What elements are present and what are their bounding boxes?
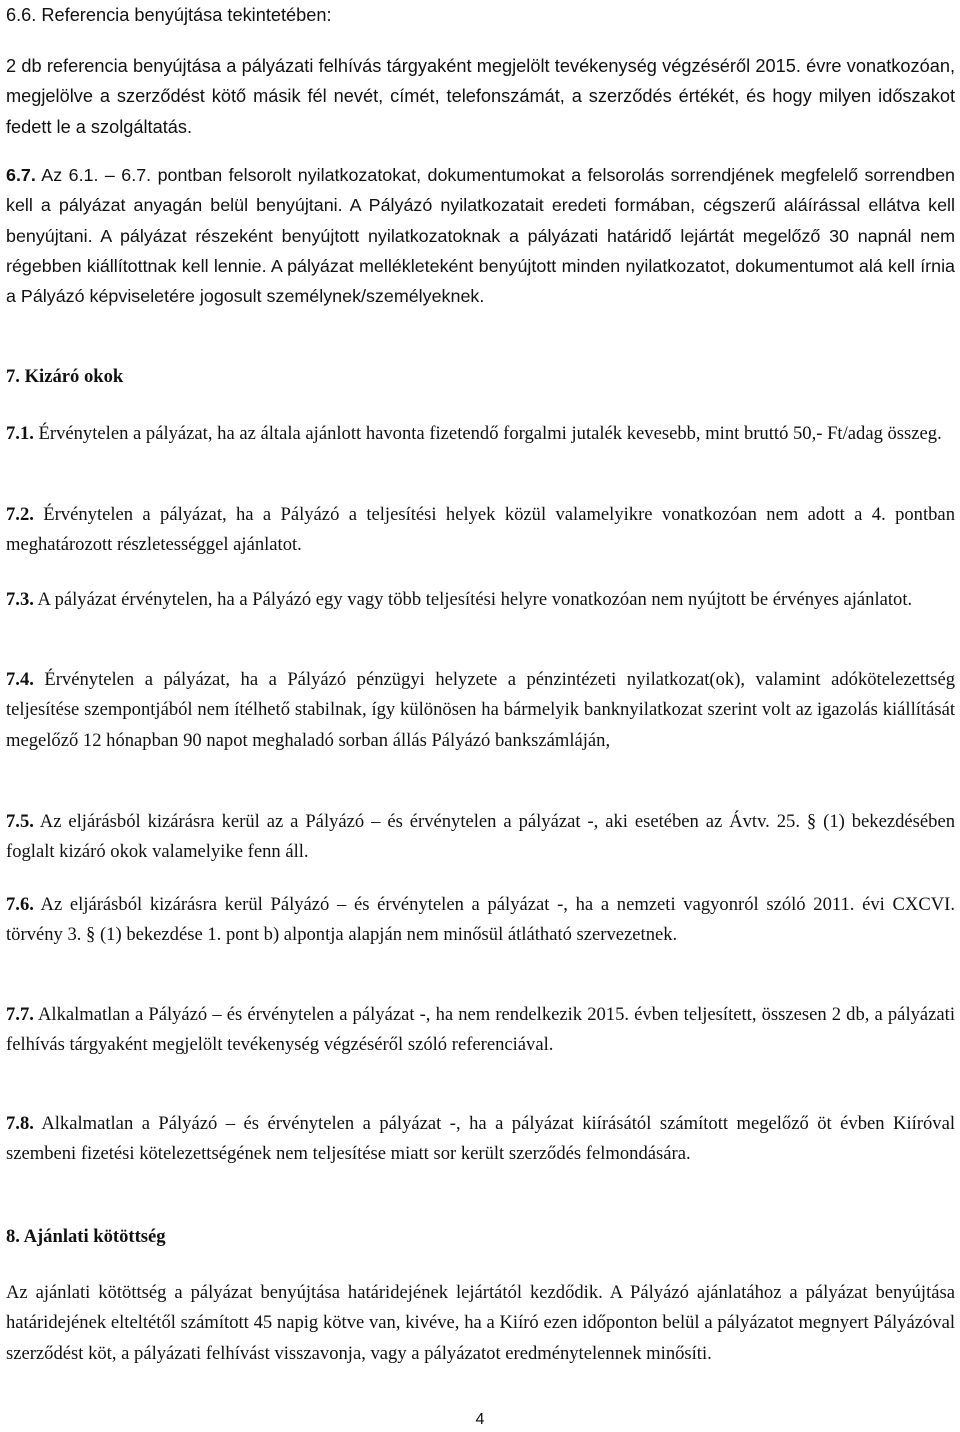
section-6-7-text: Az 6.1. – 6.7. pontban felsorolt nyilatkozatokat, dokumentumokat a felsorolás sorrendjének megfelelő sorrendben kell a pályázat anyagán belül benyújtani. <box>6 165 955 216</box>
item-text: Az eljárásból kizárásra kerül az a Pályázó – és érvénytelen a pályázat -, aki esetében az Ávtv. 25. § (1) bekezdésében foglalt kizáró okok valamelyike fenn áll. <box>6 811 955 863</box>
page-number: 4 <box>475 1411 485 1428</box>
section-8-heading: 8. Ajánlati kötöttség <box>6 1226 166 1247</box>
section-6-7-text-2: A Pályázó nyilatkozatait eredeti formában, cégszerű aláírással ellátva kell benyújtani. A pályázat részeként benyújtott nyilatkozatoknak a pályázati határidő lejártát megelőző 30 napnál nem régebben kiállítottnak kell lennie. A pályázat mellékleteként benyújtott minden nyilatkozatot, dokumentumot alá kell írnia a Pályázó képviseletére jogosult személynek/személyeknek. <box>6 195 955 307</box>
item-number: 7.8. <box>6 1113 34 1134</box>
item-number: 7.7. <box>6 1004 34 1025</box>
item-7-8 <box>6 1109 955 1170</box>
item-7-4 <box>6 665 955 756</box>
section-6-6-heading: 6.6. Referencia benyújtása tekintetében: <box>6 5 332 25</box>
section-6-7-paragraph <box>6 160 955 311</box>
item-text: Érvénytelen a pályázat, ha a Pályázó pénzügyi helyzete a pénzintézeti nyilatkozat(ok), valamint adókötelezettség teljesítése szempontjából nem ítélhető stabilnak, így különösen ha bármelyik banknyilatkozat szerint volt az igazolás kiállítását megelőző 12 hónapban 90 napot meghaladó sorban állás Pályázó bankszámláján, <box>6 669 955 751</box>
section-7-heading: 7. Kizáró okok <box>6 366 124 387</box>
item-7-2 <box>6 500 955 561</box>
item-text: Érvénytelen a pályázat, ha az általa ajánlott havonta fizetendő forgalmi jutalék kevesebb, mint bruttó 50,- Ft/adag összeg. <box>33 423 942 444</box>
item-number: 7.4. <box>6 669 34 690</box>
item-number: 7.3. <box>6 589 34 610</box>
section-6-6-body: 2 db referencia benyújtása a pályázati felhívás tárgyaként megjelölt tevékenység végzéséről 2015. évre vonatkozóan, megjelölve a szerződést kötő másik fél nevét, címét, telefonszámát, a szerződés értékét, és hogy milyen időszakot fedett le a szolgáltatás. <box>6 56 955 137</box>
item-7-3 <box>6 585 955 615</box>
item-text: Alkalmatlan a Pályázó – és érvénytelen a pályázat -, ha nem rendelkezik 2015. évben teljesített, összesen 2 db, a pályázati felhívás tárgyaként megjelölt tevékenység végzéséről szóló referenciával. <box>6 1004 955 1056</box>
section-6-7-number: 6.7. <box>6 165 36 185</box>
section-8-body: Az ajánlati kötöttség a pályázat benyújtása határidejének lejártától kezdődik. A Pályázó ajánlatához a pályázat benyújtása határidejének elteltétől számított 45 napig kötve van, kivéve, ha a Kiíró ezen időponton belül a pályázatot megnyert Pályázóval szerződést köt, a pályázati felhívást visszavonja, vagy a pályázatot eredménytelennek minősíti. <box>6 1282 955 1364</box>
item-number: 7.1. <box>6 423 34 444</box>
item-7-7 <box>6 1000 955 1061</box>
item-number: 7.2. <box>6 504 34 525</box>
item-text: Az eljárásból kizárásra kerül Pályázó – és érvénytelen a pályázat -, ha a nemzeti vagyonról szóló 2011. évi CXCVI. törvény 3. § (1) bekezdése 1. pont b) alpontja alapján nem minősül átlátható szervezetnek. <box>6 894 955 946</box>
item-7-6 <box>6 890 955 951</box>
item-7-1 <box>6 419 955 449</box>
item-text: Alkalmatlan a Pályázó – és érvénytelen a pályázat -, ha a pályázat kiírásától számított megelőző öt évben Kiíróval szembeni fizetési kötelezettségének nem teljesítése miatt sor került szerződés felmondására. <box>6 1113 955 1165</box>
item-7-5 <box>6 807 955 868</box>
item-number: 7.5. <box>6 811 34 832</box>
item-number: 7.6. <box>6 894 34 915</box>
item-text: A pályázat érvénytelen, ha a Pályázó egy vagy több teljesítési helyre vonatkozóan nem nyújtott be érvényes ajánlatot. <box>33 589 913 610</box>
item-text: Érvénytelen a pályázat, ha a Pályázó a teljesítési helyek közül valamelyikre vonatkozóan nem adott a 4. pontban meghatározott részletességgel ajánlatot. <box>6 504 955 556</box>
